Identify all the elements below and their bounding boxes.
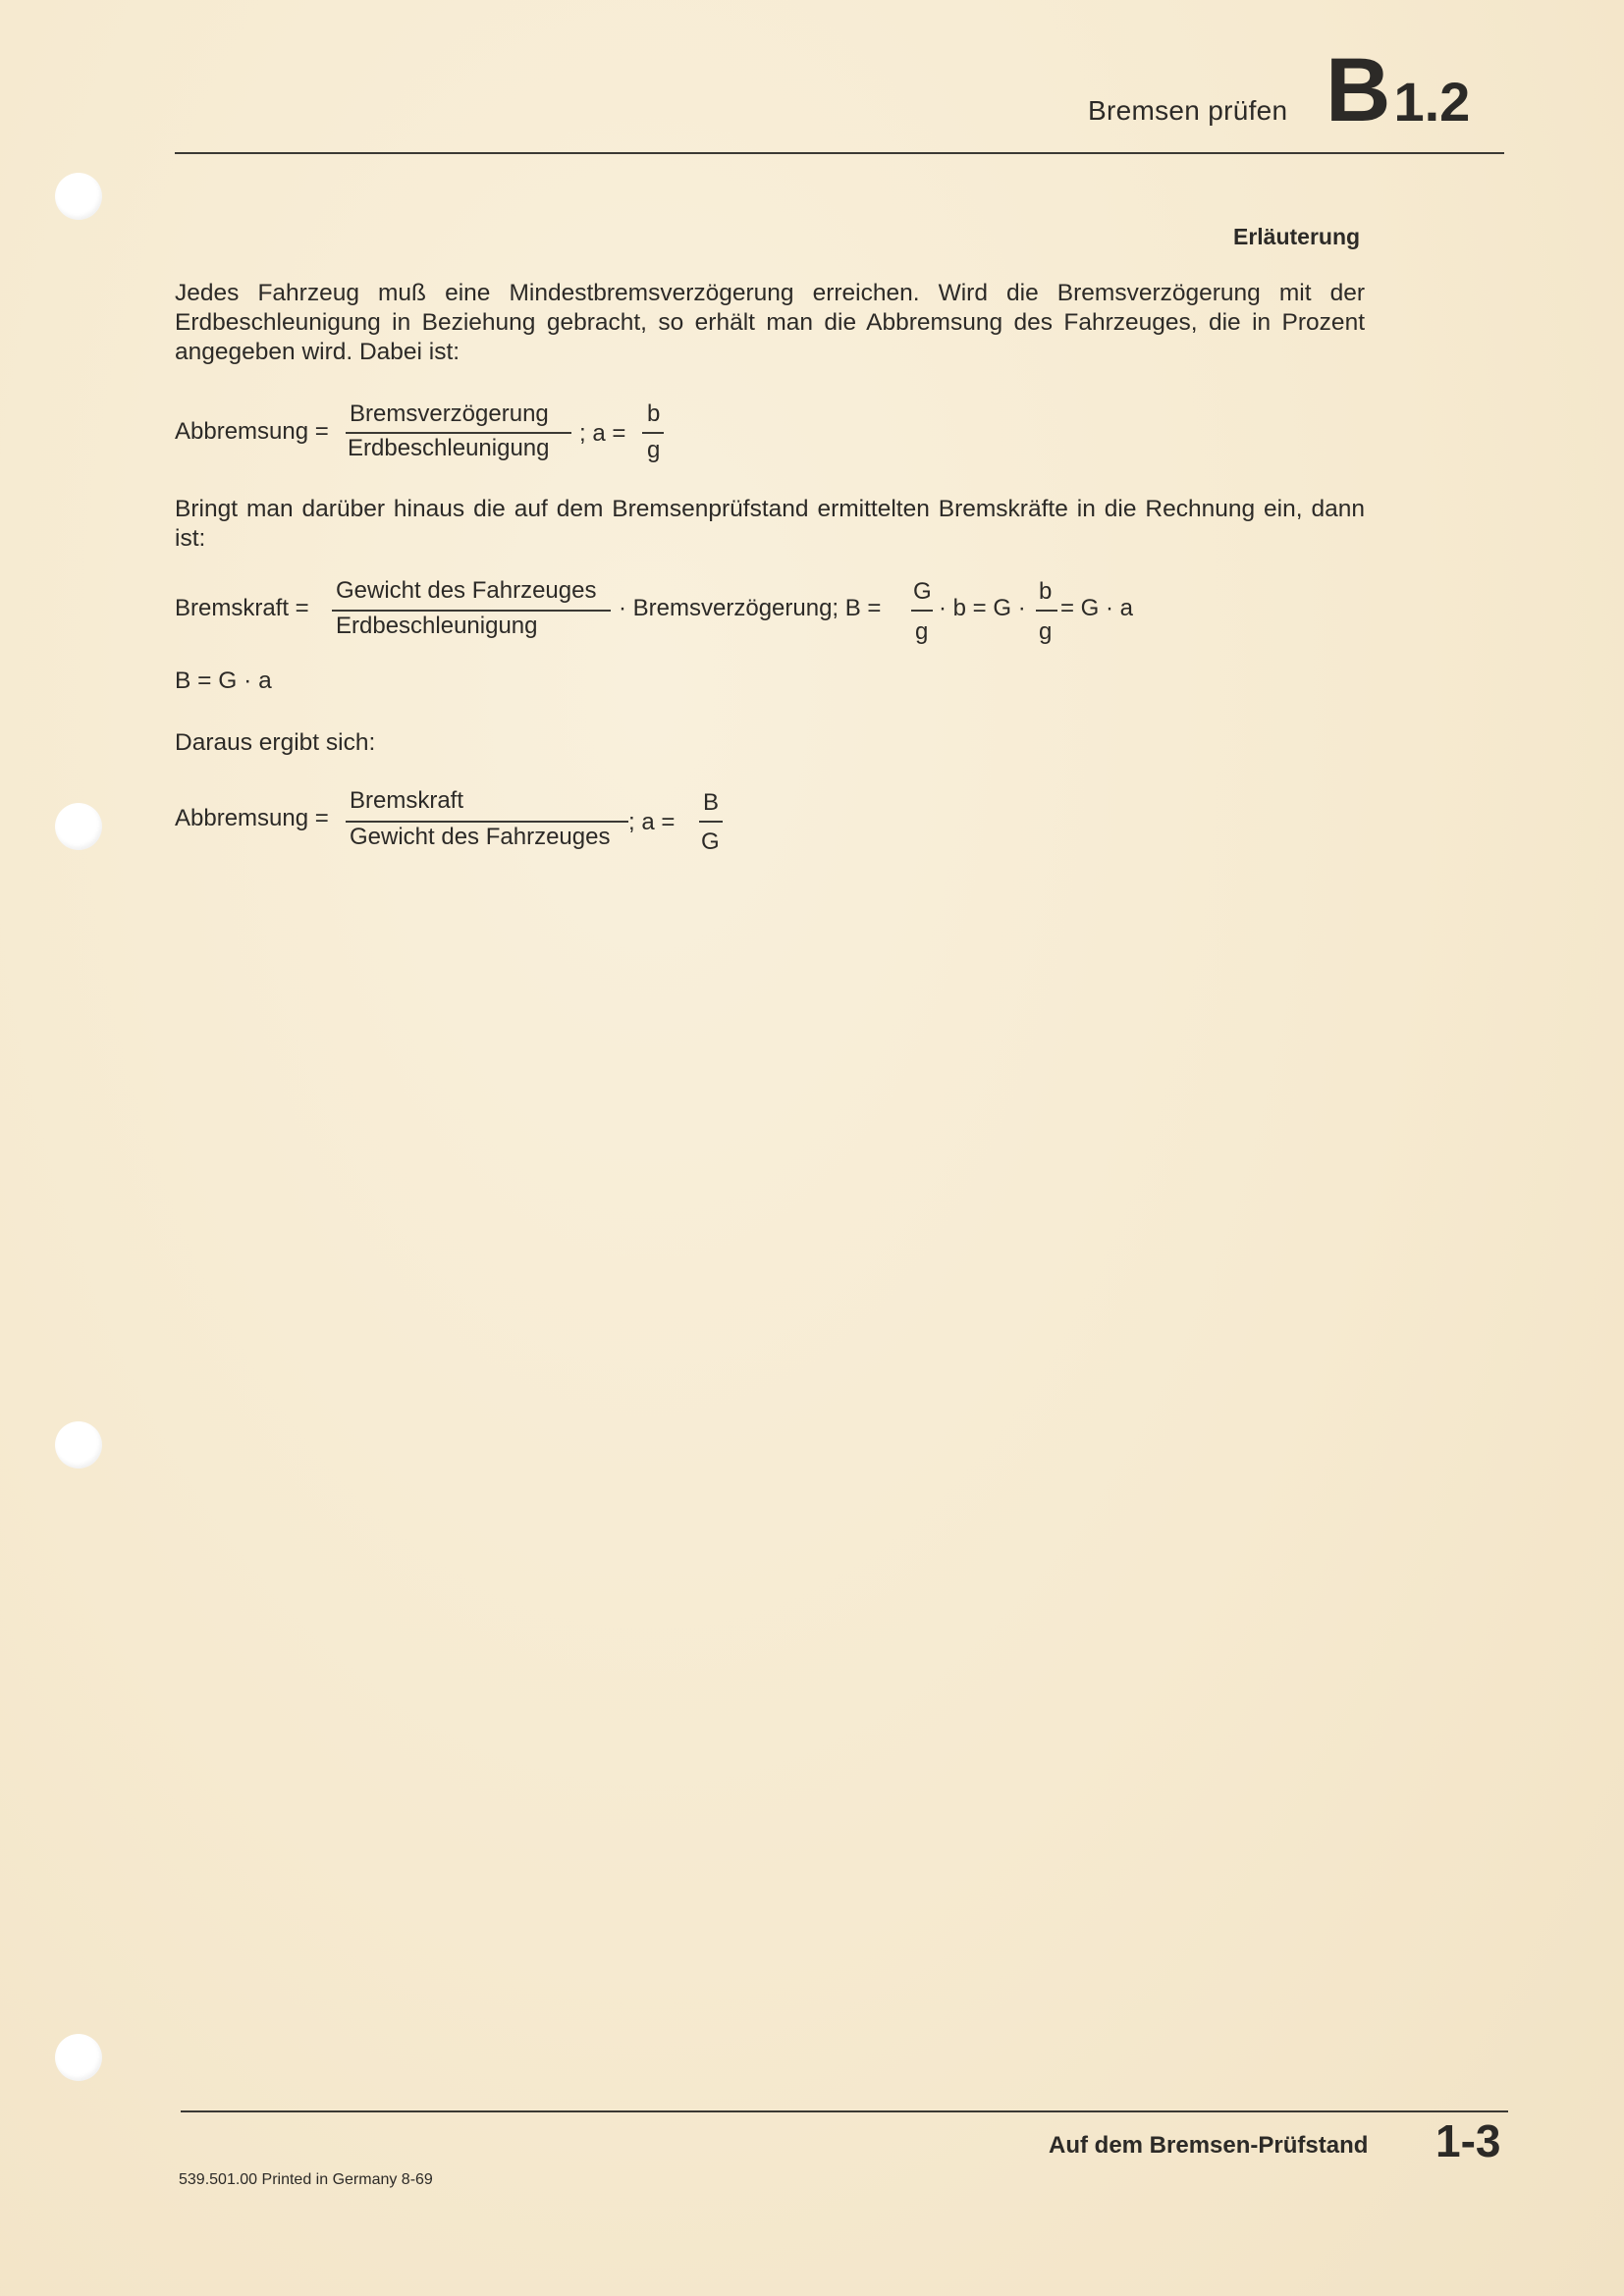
binder-hole-icon bbox=[55, 803, 102, 850]
formula2-tail: = G · a bbox=[1060, 595, 1134, 621]
header-chapter-code bbox=[1326, 39, 1470, 142]
formula1-numerator: Bremsverzögerung bbox=[350, 400, 549, 427]
page-number: 1-3 bbox=[1435, 2115, 1501, 2166]
footer-rule bbox=[181, 2110, 1508, 2112]
section-label: Erläuterung bbox=[1233, 224, 1361, 249]
formula3-fraction-bar bbox=[346, 821, 628, 823]
formula3-fraction-bar-B bbox=[699, 821, 723, 823]
formula3-denominator: Gewicht des Fahrzeuges bbox=[350, 824, 611, 850]
formula1-denominator-g: g bbox=[647, 437, 661, 463]
formula2-lhs: Bremskraft = bbox=[175, 595, 309, 621]
formula2-fraction-bar bbox=[332, 610, 611, 612]
binder-hole-icon bbox=[55, 1421, 102, 1468]
formula2-fraction-bar-b bbox=[1036, 610, 1057, 612]
formula-simple: B = G · a bbox=[175, 667, 272, 694]
formula2-numerator-G: G bbox=[913, 578, 932, 605]
formula1-lhs: Abbremsung = bbox=[175, 418, 329, 445]
formula3-numerator-B: B bbox=[703, 789, 720, 816]
formula1-fraction-bar bbox=[346, 432, 571, 434]
formula3-separator: ; a = bbox=[628, 809, 676, 835]
formula2-middle-2: · b = G · bbox=[939, 595, 1026, 621]
formula2-numerator: Gewicht des Fahrzeuges bbox=[336, 577, 597, 604]
formula1-fraction-bar-b bbox=[642, 432, 664, 434]
formula2-denominator-g2: g bbox=[1039, 618, 1053, 645]
bringt-paragraph: Bringt man darüber hinaus die auf dem Bremsenprüfstand ermittelten Bremskräfte in die Rechnung ein, dann ist: bbox=[175, 496, 1365, 552]
chapter-number: 1.2 bbox=[1393, 71, 1471, 133]
binder-hole-icon bbox=[55, 173, 102, 220]
chapter-letter: B bbox=[1326, 40, 1390, 140]
formula3-numerator: Bremskraft bbox=[350, 787, 464, 814]
formula2-middle: · Bremsverzögerung; B = bbox=[619, 595, 882, 621]
formula2-denominator: Erdbeschleunigung bbox=[336, 613, 538, 639]
daraus-paragraph: Daraus ergibt sich: bbox=[175, 729, 376, 756]
formula1-denominator: Erdbeschleunigung bbox=[348, 435, 550, 461]
print-info: 539.501.00 Printed in Germany 8-69 bbox=[179, 2171, 433, 2188]
formula2-fraction-bar-G bbox=[911, 610, 933, 612]
formula1-separator: ; a = bbox=[579, 420, 626, 447]
header-rule bbox=[175, 152, 1504, 154]
binder-hole-icon bbox=[55, 2034, 102, 2081]
intro-paragraph: Jedes Fahrzeug muß eine Mindestbremsverzögerung erreichen. Wird die Bremsverzögerung mit der Erdbeschleunigung in Beziehung gebracht, so erhält man die Abbremsung des Fahrzeuges, die in Prozent angegeben wird. Dabei ist: bbox=[175, 280, 1365, 365]
formula3-lhs: Abbremsung = bbox=[175, 805, 329, 831]
footer-title: Auf dem Bremsen-Prüfstand bbox=[1049, 2132, 1369, 2159]
formula1-numerator-b: b bbox=[647, 400, 661, 427]
formula2-denominator-g: g bbox=[915, 618, 929, 645]
formula3-denominator-G: G bbox=[701, 828, 720, 855]
header-section-title: Bremsen prüfen bbox=[1088, 95, 1288, 126]
formula2-numerator-b: b bbox=[1039, 578, 1053, 605]
